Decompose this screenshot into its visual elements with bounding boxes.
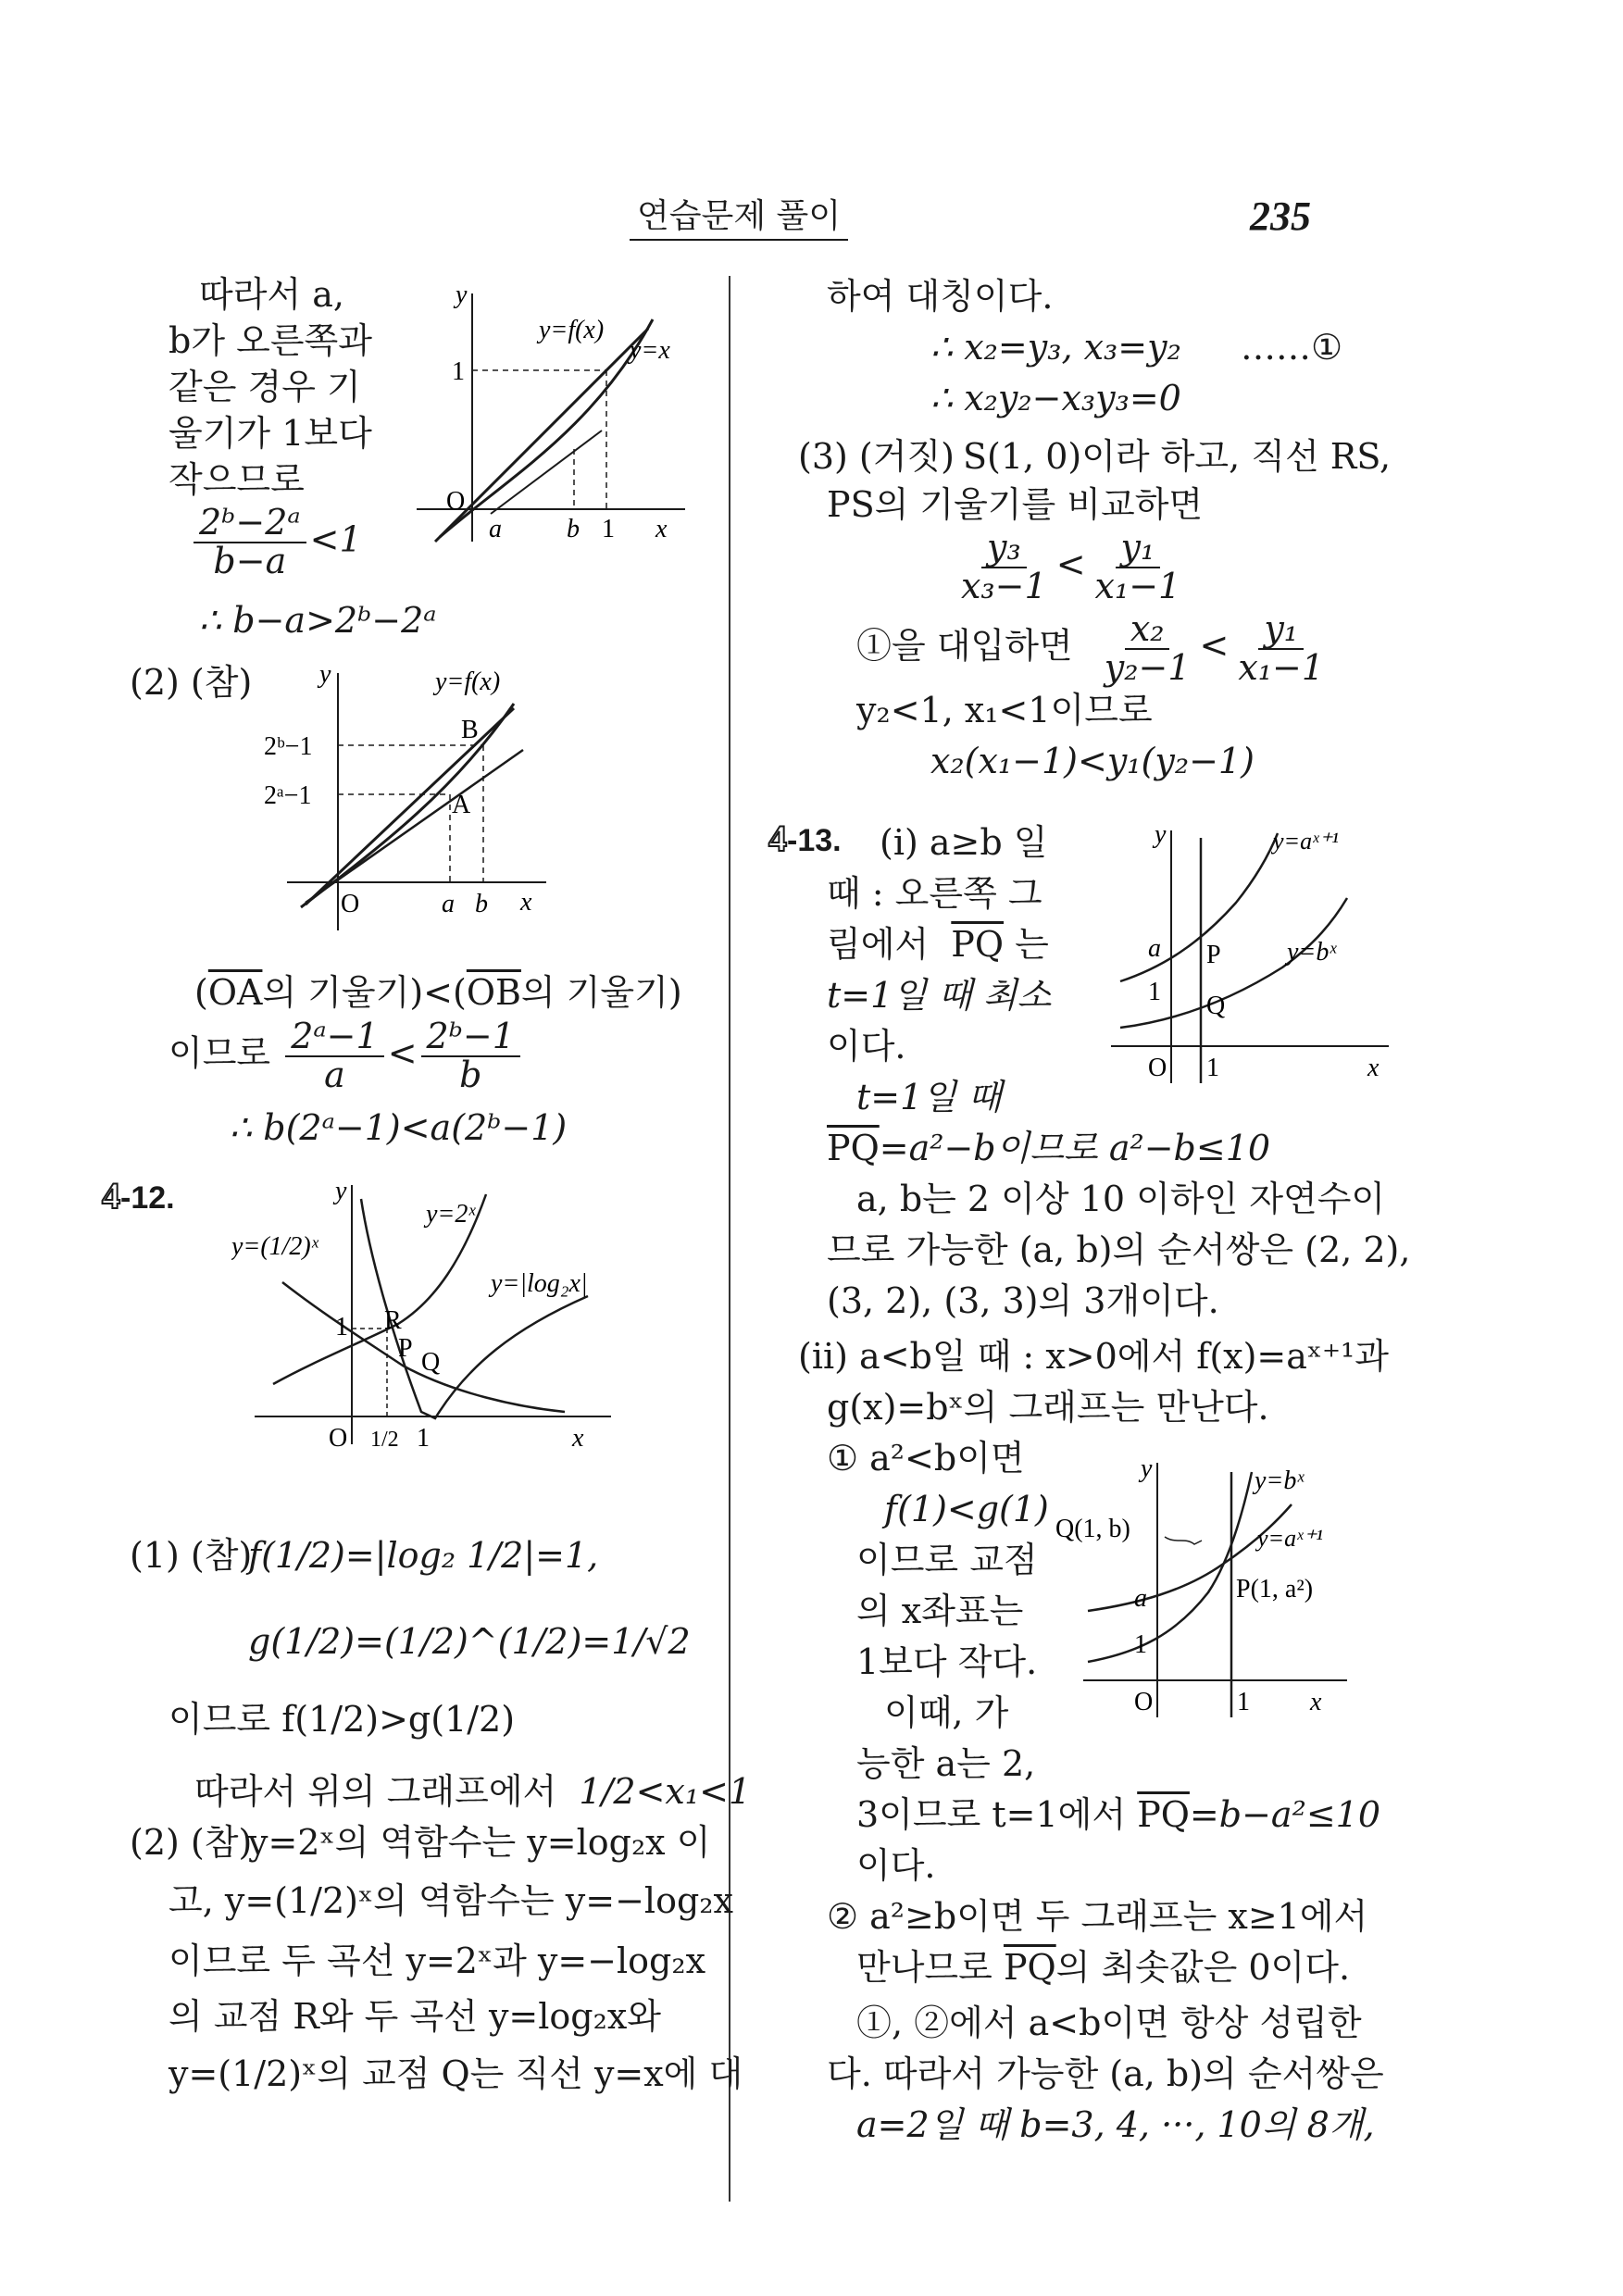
p3-line1: S(1, 0)이라 하고, 직선 RS, <box>963 436 1392 477</box>
g4-y-label: y <box>1155 820 1167 849</box>
p413-i4: t=1일 때 최소 <box>827 975 1052 1016</box>
chord-ab <box>491 430 602 514</box>
graph-case-ii <box>1055 1444 1380 1727</box>
summary-line3: a=2일 때 b=3, 4, ···, 10의 8개, <box>856 2104 1375 2145</box>
p3-f2-num: y₁ <box>1116 530 1161 568</box>
intro-frac-num: 2ᵇ−2ᵃ <box>194 505 306 543</box>
p413-i8: a, b는 2 이상 10 이하인 자연수이 <box>856 1179 1386 1219</box>
g2-point-b: B <box>461 716 479 744</box>
p413-i9: 므로 가능한 (a, b)의 순서쌍은 (2, 2), <box>827 1229 1411 1270</box>
g4-point-p: P <box>1206 941 1221 969</box>
p3-f3-den: y₂−1 <box>1104 646 1191 688</box>
p2-f2-num: 2ᵇ−1 <box>421 1018 520 1057</box>
g5-x-label: x <box>1310 1688 1322 1716</box>
g5-label-bx: y=bˣ <box>1255 1466 1305 1495</box>
g1-y-label: y <box>456 282 468 309</box>
summary-line1: ①, ②에서 a<b이면 항상 성립한 <box>856 2003 1362 2043</box>
problem-4-13-label <box>768 817 842 860</box>
case2-line1: ② a²≥b이면 두 그래프는 x≥1에서 <box>827 1896 1368 1937</box>
r-line2-tag: ……① <box>1241 327 1343 368</box>
g5-y-label: y <box>1141 1454 1153 1483</box>
p3-line2: PS의 기울기를 비교하면 <box>827 484 1204 525</box>
graph-exp-log <box>231 1176 667 1463</box>
g1-tick-1y: 1 <box>452 357 465 386</box>
case1-line1: ① a²<b이면 <box>827 1438 1025 1479</box>
r-line2: ∴ x₂=y₃, x₃=y₂ <box>930 327 1181 368</box>
g2-y-label: y <box>319 662 331 689</box>
s2-line2: 고, y=(1/2)ˣ의 역함수는 y=−log₂x <box>169 1880 733 1921</box>
part2-pre: 이므로 <box>169 1032 271 1074</box>
p413-i7 <box>827 1125 1270 1171</box>
p413-i2: 때 : 오른쪽 그 <box>827 873 1042 914</box>
g1-origin: O <box>446 487 466 516</box>
curve-f <box>301 704 514 907</box>
case2-line2-rest: 의 최솟값은 0이다. <box>1055 1947 1351 1988</box>
g5-point-p: P(1, a²) <box>1236 1575 1314 1603</box>
g1-line-label: y=x <box>630 336 670 365</box>
p413-num: 4 <box>768 817 787 859</box>
g3-origin: O <box>329 1424 348 1453</box>
p413-i3-pre: 림에서 <box>827 924 930 965</box>
s2-label: (2) (참) <box>130 1822 253 1863</box>
p3-f4-num: y₁ <box>1258 611 1304 650</box>
p3-lt1: < <box>1055 543 1086 585</box>
g4-x-label: x <box>1367 1054 1380 1082</box>
g3-label-2x: y=2ˣ <box>426 1200 476 1229</box>
case2-line2 <box>856 1944 1350 1990</box>
case1-line8 <box>856 1791 1380 1838</box>
p413-i7-ol: $\overline{PQ}$ <box>827 1128 880 1168</box>
case2-line2-ol: $\overline{PQ}$ <box>1003 1947 1056 1988</box>
g3-x-label: x <box>572 1424 584 1453</box>
p3-line5: y₂<1, x₁<1이므로 <box>856 690 1153 730</box>
s1-line3: 이므로 f(1/2)>g(1/2) <box>169 1699 516 1740</box>
part2-conclusion: ∴ b(2ᵃ−1)<a(2ᵇ−1) <box>230 1107 568 1148</box>
p413-i6: t=1일 때 <box>856 1077 1002 1117</box>
g3-tick-1y: 1 <box>335 1313 348 1341</box>
intro-line2: b가 오른쪽과 <box>169 320 372 361</box>
case1-line8-pre: 3이므로 t=1에서 <box>856 1794 1127 1835</box>
s2-line4: 의 교점 R와 두 곡선 y=log₂x와 <box>169 1996 661 2037</box>
q-pointer <box>1165 1537 1202 1544</box>
case1-line9: 이다. <box>856 1845 936 1886</box>
g4-point-q: Q <box>1206 992 1226 1020</box>
g3-point-r: R <box>384 1306 402 1335</box>
case1-line3: 이므로 교점 <box>856 1540 1038 1580</box>
case1-line2: f(1)<g(1) <box>884 1489 1049 1529</box>
p3-f3-num: x₂ <box>1125 611 1170 650</box>
g3-label-half: y=(1/2)ˣ <box>231 1232 318 1261</box>
s1-line1: f(1/2)=|log₂ 1/2|=1, <box>248 1535 599 1576</box>
p3-line6: x₂(x₁−1)<y₁(y₂−1) <box>930 741 1255 781</box>
p413-i7-rest: =a²−b이므로 a²−b≤10 <box>879 1128 1271 1168</box>
p413-i5: 이다. <box>827 1026 906 1067</box>
g1-x-label: x <box>655 515 668 543</box>
g3-point-q: Q <box>421 1348 441 1377</box>
g4-tick-1y: 1 <box>1148 978 1161 1006</box>
r-line1: 하여 대칭이다. <box>827 276 1054 317</box>
s2-line5: y=(1/2)ˣ의 교점 Q는 직선 y=x에 대 <box>169 2053 743 2094</box>
p3-label: (3) (거짓) <box>798 436 955 477</box>
g4-tick-a: a <box>1148 934 1161 963</box>
curve-a-x1 <box>1120 833 1278 981</box>
case1-line8-ol: $\overline{PQ}$ <box>1137 1794 1190 1835</box>
ii-line2: g(x)=bˣ의 그래프는 만난다. <box>827 1387 1269 1428</box>
r-line3: ∴ x₂y₂−x₃y₃=0 <box>930 378 1181 418</box>
g1-tick-b: b <box>567 515 580 543</box>
g5-point-q: Q(1, b) <box>1055 1515 1130 1543</box>
intro-line5: 작으므로 <box>169 459 305 500</box>
graph-convex-function <box>407 282 713 551</box>
case2-line2-pre: 만나므로 <box>856 1947 993 1988</box>
intro-line3: 같은 경우 기 <box>169 367 361 407</box>
p412-suffix: -12. <box>120 1180 175 1216</box>
s1-line2: g(1/2)=(1/2)^(1/2)=1/√2 <box>248 1621 691 1662</box>
g4-tick-1x: 1 <box>1206 1054 1219 1082</box>
intro-frac-rhs: <1 <box>309 518 362 560</box>
g2-tick-2a: 2ᵃ−1 <box>264 781 312 810</box>
p413-suffix: -13. <box>787 823 842 858</box>
ol-oa: $\overline{OA}$ <box>207 972 263 1013</box>
g2-x-label: x <box>520 888 532 917</box>
s2-line1: y=2ˣ의 역함수는 y=log₂x 이 <box>248 1822 711 1863</box>
p3-f1-num: y₃ <box>981 530 1027 568</box>
p3-f2-den: x₁−1 <box>1094 565 1181 606</box>
p3-inequality1 <box>952 527 1190 606</box>
p3-sub-pre: ①을 대입하면 <box>856 625 1073 667</box>
g3-y-label: y <box>335 1177 347 1205</box>
p2-f2-den: b <box>459 1054 482 1095</box>
p413-i1: (i) a≥b 일 <box>880 822 1048 863</box>
s1-label: (1) (참) <box>130 1535 253 1576</box>
g2-curve-label: y=f(x) <box>435 668 501 696</box>
g2-point-a: A <box>452 791 471 819</box>
intro-frac-den: b−a <box>213 540 287 581</box>
g4-label-ax: y=aˣ⁺¹ <box>1273 828 1339 855</box>
intro-conclusion: ∴ b−a>2ᵇ−2ᵃ <box>199 600 437 641</box>
g3-tick-half: 1/2 <box>370 1428 399 1452</box>
ol-ob: $\overline{OB}$ <box>466 972 521 1013</box>
part2-inequality <box>169 1018 524 1094</box>
p413-i3-post: 는 <box>1015 924 1049 965</box>
graph-case-i <box>1097 819 1403 1092</box>
intro-line1: 따라서 a, <box>199 274 344 315</box>
g3-label-log: y=|log₂x| <box>491 1269 588 1298</box>
curve-half-x <box>282 1282 565 1412</box>
ii-line1: (ii) a<b일 때 : x>0에서 f(x)=aˣ⁺¹과 <box>798 1336 1390 1377</box>
g5-tick-1x: 1 <box>1237 1688 1250 1716</box>
graph-chord-slopes <box>250 662 565 930</box>
g2-tick-2b: 2ᵇ−1 <box>264 732 313 761</box>
g2-origin: O <box>341 890 360 918</box>
g2-tick-b: b <box>475 890 488 918</box>
p2-f1-den: a <box>324 1054 345 1095</box>
p412-num: 4 <box>102 1175 120 1217</box>
s2-line3: 이므로 두 곡선 y=2ˣ과 y=−log₂x <box>169 1940 706 1981</box>
s1-line4 <box>194 1768 751 1815</box>
g1-tick-1x: 1 <box>602 515 615 543</box>
g2-tick-a: a <box>442 890 455 918</box>
case1-line5: 1보다 작다. <box>856 1641 1038 1682</box>
g5-tick-1y: 1 <box>1134 1630 1147 1659</box>
p2-f1-num: 2ᵃ−1 <box>285 1018 383 1057</box>
p413-i3 <box>827 921 1049 967</box>
problem-4-12-label <box>102 1174 175 1217</box>
p3-f4-den: x₁−1 <box>1238 646 1325 688</box>
part2-label: (2) (참) <box>130 662 253 703</box>
g3-tick-1x: 1 <box>417 1424 430 1453</box>
case1-line7: 능한 a는 2, <box>856 1743 1036 1784</box>
g1-curve-label: y=f(x) <box>539 316 605 344</box>
g5-tick-a: a <box>1134 1584 1147 1613</box>
p3-f1-den: x₃−1 <box>961 565 1047 606</box>
g1-tick-a: a <box>489 515 502 543</box>
g4-origin: O <box>1148 1054 1167 1082</box>
summary-line2: 다. 따라서 가능한 (a, b)의 순서쌍은 <box>827 2053 1384 2094</box>
p3-lt2: < <box>1199 625 1230 667</box>
curve-b-x <box>1088 1472 1252 1662</box>
p2-lt: < <box>387 1032 418 1074</box>
s1-line4-math: 1/2<x₁<1 <box>579 1771 752 1812</box>
case1-line6: 이때, 가 <box>884 1692 1009 1733</box>
intro-fraction <box>190 502 362 581</box>
part2-compare: ($\overline{OA}$의 기울기)$<(\overline{OB}$의 기울기) <box>194 972 682 1013</box>
g4-label-bx: y=bˣ <box>1287 938 1337 967</box>
s1-line4-pre: 따라서 위의 그래프에서 <box>194 1771 557 1812</box>
case1-line8-rest: =b−a²≤10 <box>1189 1794 1381 1835</box>
page-number: 235 <box>1250 193 1311 239</box>
g5-label-ax: y=aˣ⁺¹ <box>1257 1525 1323 1552</box>
p413-i3-ol: $\overline{PQ}$ <box>951 924 1005 965</box>
p3-inequality2 <box>856 608 1333 688</box>
g3-point-p: P <box>398 1334 413 1363</box>
g5-origin: O <box>1134 1688 1154 1716</box>
p413-i10: (3, 2), (3, 3)의 3개이다. <box>827 1280 1219 1321</box>
intro-line4: 울기가 1보다 <box>169 413 372 454</box>
running-header: 연습문제 풀이 <box>630 190 848 241</box>
case1-line4: 의 x좌표는 <box>856 1591 1024 1631</box>
